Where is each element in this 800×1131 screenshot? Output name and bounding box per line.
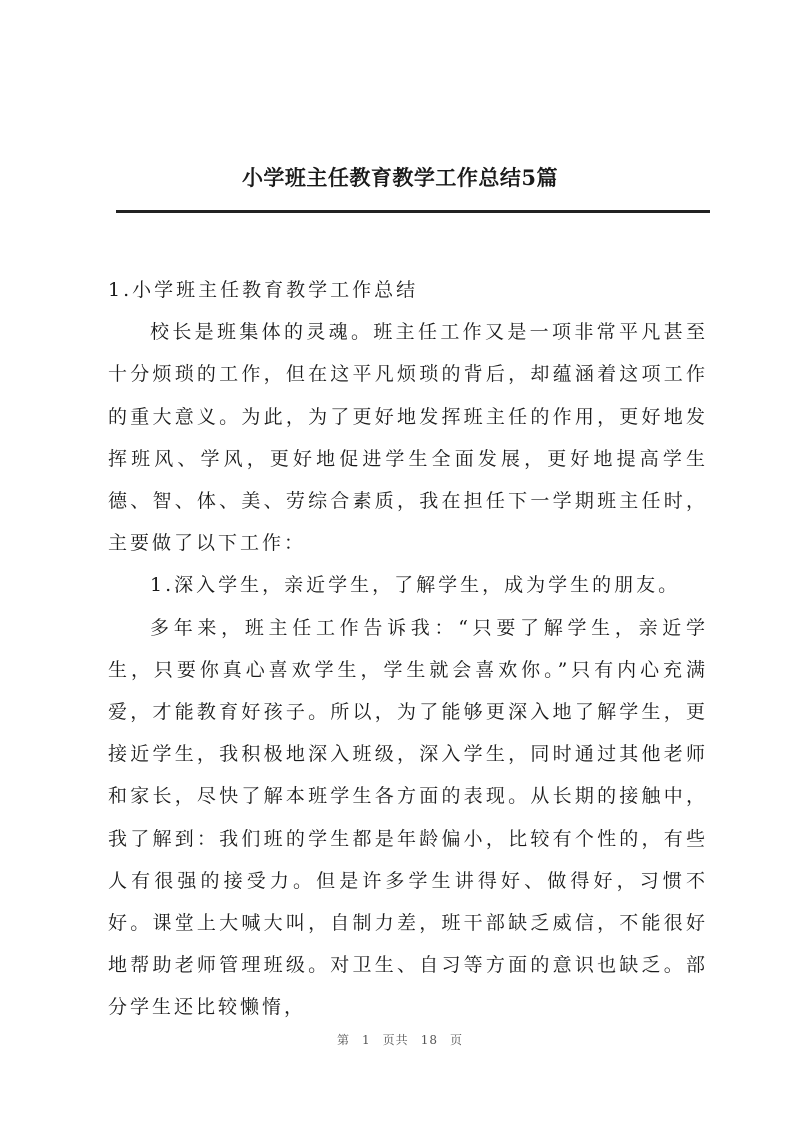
paragraph-body: 多年来，班主任工作告诉我：“只要了解学生，亲近学生，只要你真心喜欢学生，学生就会喜欢你。”只有内心充满爱，才能教育好孩子。所以，为了能够更深入地了解学生，更接近学生，我积极地深入班级，深入学生，同时通过其他老师和家长，尽快了解本班学生各方面的表现。从长期的接触中，我了解到：我们班的学生都是年龄偏小，比较有个性的，有些人有很强的接受力。但是许多学生讲得好、做得好，习惯不好。课堂上大喊大叫，自制力差，班干部缺乏威信，不能很好地帮助老师管理班级。对卫生、自习等方面的意识也缺乏。部分学生还比较懒惰， (108, 616, 708, 1019)
section-heading: 1.小学班主任教育教学工作总结 (108, 279, 419, 301)
page-title: 小学班主任教育教学工作总结5篇 (241, 165, 559, 190)
paragraph-intro: 校长是班集体的灵魂。班主任工作又是一项非常平凡甚至十分烦琐的工作，但在这平凡烦琐的背后，却蕴涵着这项工作的重大意义。为此，为了更好地发挥班主任的作用，更好地发挥班风、学风，更好地促进学生全面发展，更好地提高学生德、智、体、美、劳综合素质，我在担任下一学期班主任时，主要做了以下工作： (108, 321, 708, 555)
footer-suffix: 页 (449, 1033, 463, 1047)
footer-prefix: 第 (337, 1033, 351, 1047)
footer-total-pages: 18 (420, 1033, 438, 1047)
document-body (108, 269, 708, 1029)
page-footer (0, 1031, 800, 1048)
footer-middle: 页共 (382, 1033, 409, 1047)
footer-current-page: 1 (362, 1033, 371, 1047)
title-underline (116, 210, 710, 213)
paragraph-point-1: 1.深入学生，亲近学生，了解学生，成为学生的朋友。 (150, 574, 681, 597)
